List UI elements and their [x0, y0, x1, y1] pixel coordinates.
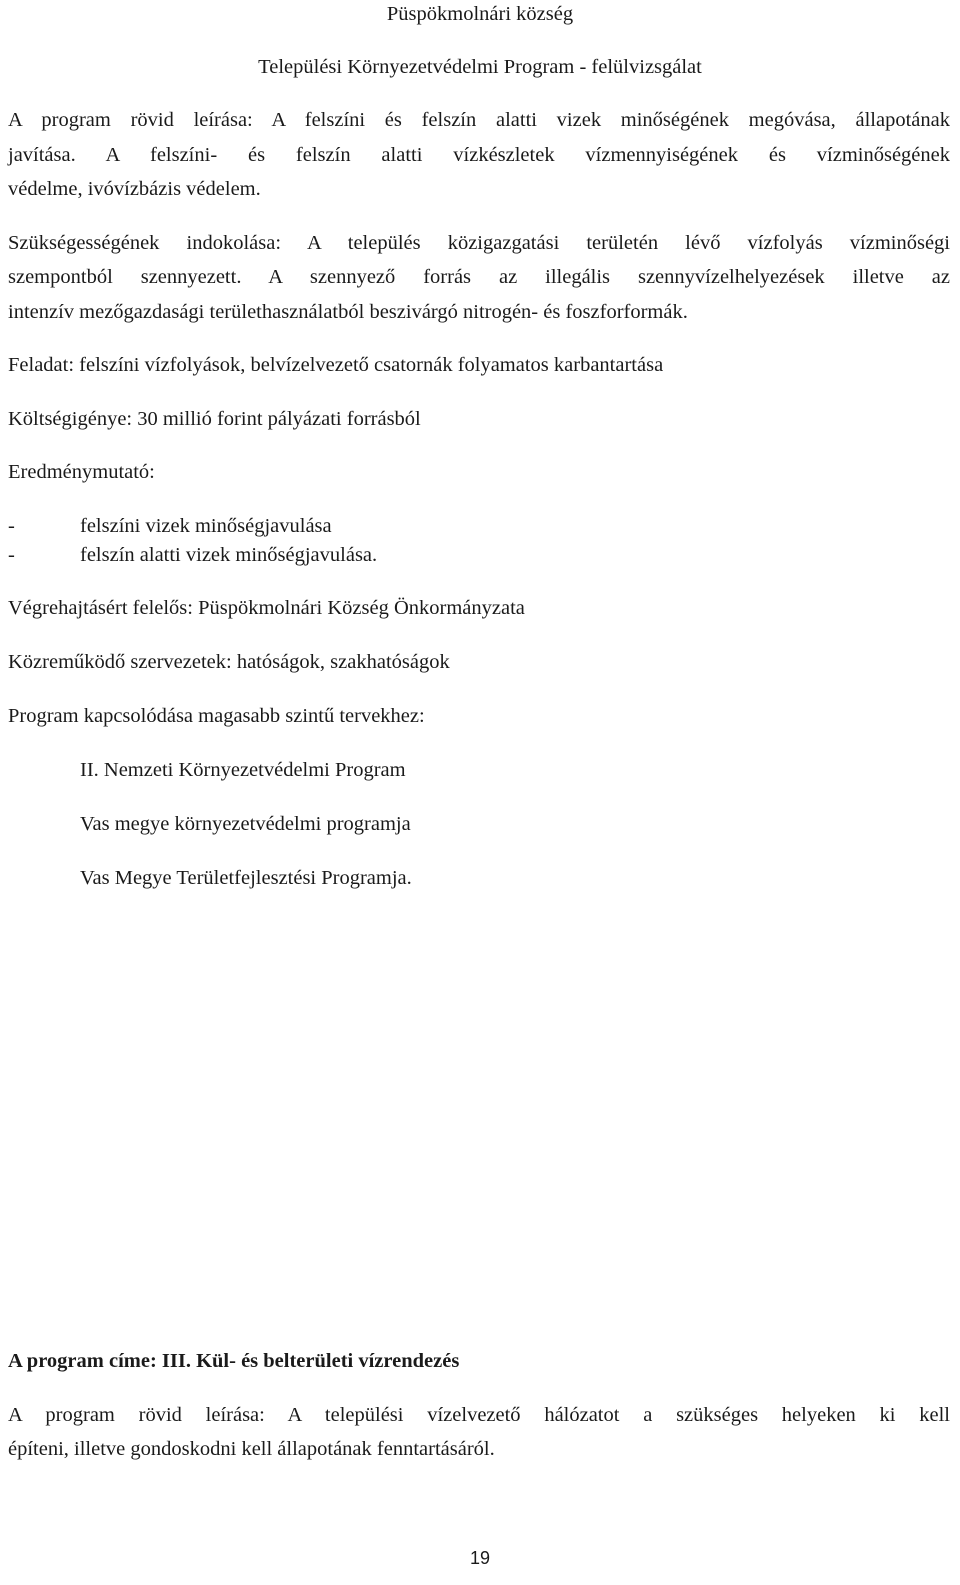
- responsible-text: Végrehajtásért felelős: Püspökmolnári Község Önkormányzata: [8, 597, 525, 619]
- cooperating-text: Közreműködő szervezetek: hatóságok, szakhatóságok: [8, 651, 450, 673]
- indicator-label: Eredménymutató:: [8, 461, 155, 483]
- description-line: A program rövid leírása: A felszíni és felszín alatti vizek minőségének megóvása, állapotának: [8, 109, 950, 131]
- page-number: 19: [469, 1548, 491, 1568]
- description-line: építeni, illetve gondoskodni kell állapotának fenntartásáról.: [8, 1438, 495, 1460]
- linked-plan: Vas Megye Területfejlesztési Programja.: [80, 867, 412, 889]
- list-item: felszín alatti vizek minőségjavulása.: [80, 544, 378, 566]
- description-line: védelme, ivóvízbázis védelem.: [8, 178, 261, 200]
- list-dash: -: [8, 544, 15, 566]
- linked-plan: Vas megye környezetvédelmi programja: [80, 813, 411, 835]
- justification-line: Szükségességének indokolása: A település közigazgatási területén lévő vízfolyás vízminőségi: [8, 232, 950, 254]
- list-dash: -: [8, 515, 15, 537]
- linkage-label: Program kapcsolódása magasabb szintű tervekhez:: [8, 705, 425, 727]
- program-title: A program címe: III. Kül- és belterületi vízrendezés: [8, 1350, 460, 1372]
- justification-line: intenzív mezőgazdasági területhasználatból beszivárgó nitrogén- és foszforformák.: [8, 301, 688, 323]
- description-line: javítása. A felszíni- és felszín alatti vízkészletek vízmennyiségének és vízminőségének: [8, 144, 950, 166]
- document-subtitle: Települési Környezetvédelmi Program - felülvizsgálat: [258, 56, 702, 78]
- list-item: felszíni vizek minőségjavulása: [80, 515, 332, 537]
- linked-plan: II. Nemzeti Környezetvédelmi Program: [80, 759, 406, 781]
- document-title: Püspökmolnári község: [386, 3, 574, 25]
- description-line: A program rövid leírása: A települési vízelvezető hálózatot a szükséges helyeken ki kell: [8, 1404, 950, 1426]
- cost-text: Költségigénye: 30 millió forint pályázati forrásból: [8, 408, 421, 430]
- task-text: Feladat: felszíni vízfolyások, belvízelvezető csatornák folyamatos karbantartása: [8, 354, 664, 376]
- justification-line: szempontból szennyezett. A szennyező forrás az illegális szennyvízelhelyezések illetve az: [8, 266, 950, 288]
